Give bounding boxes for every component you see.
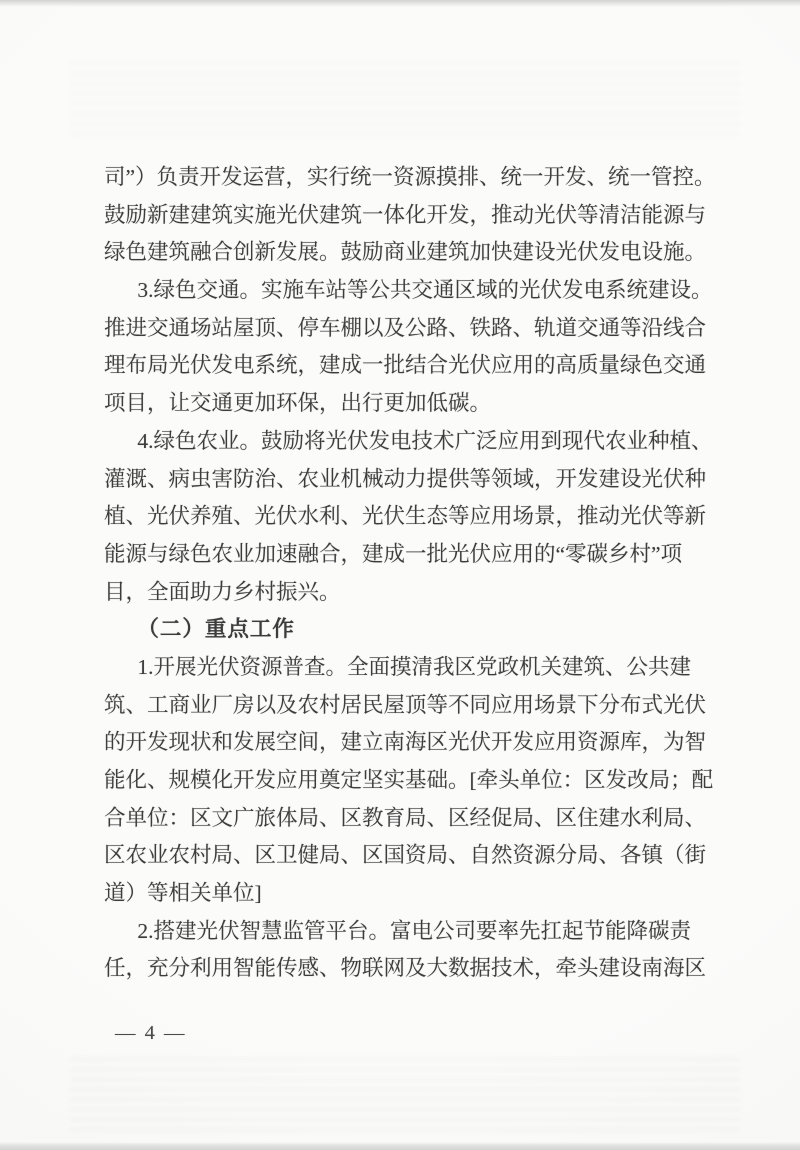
text-line: 2.搭建光伏智慧监管平台。富电公司要率先扛起节能降碳责 (137, 918, 691, 943)
section-heading: （二）重点工作 (137, 617, 295, 642)
text-line: 道）等相关单位] (104, 881, 262, 906)
text-line: 筑、工商业厂房以及农村居民屋顶等不同应用场景下分布式光伏 (104, 692, 707, 717)
text-line: 理布局光伏发电系统，建成一批结合光伏应用的高质量绿色交通 (104, 353, 707, 378)
document-text (104, 159, 716, 988)
bleed-through-texture (70, 62, 740, 142)
text-line: 绿色建筑融合创新发展。鼓励商业建筑加快建设光伏发电设施。 (104, 240, 707, 265)
text-line: 目，全面助力乡村振兴。 (104, 579, 341, 604)
page-top-edge (0, 0, 800, 7)
text-line: 司”）负责开发运营，实行统一资源摸排、统一开发、统一管控。 (104, 165, 716, 189)
text-line: 灌溉、病虫害防治、农业机械动力提供等领域，开发建设光伏种 (104, 466, 707, 491)
text-line: 3.绿色交通。实施车站等公共交通区域的光伏发电系统建设。 (137, 278, 713, 303)
text-line: 鼓励新建建筑实施光伏建筑一体化开发，推动光伏等清洁能源与 (104, 202, 707, 227)
text-line: 区农业农村局、区卫健局、区国资局、自然资源分局、各镇（街 (104, 843, 707, 868)
text-line: 植、光伏养殖、光伏水利、光伏生态等应用场景，推动光伏等新 (104, 504, 707, 529)
text-line: 项目，让交通更加环保，出行更加低碳。 (104, 391, 492, 416)
text-line: 能化、规模化开发应用奠定坚实基础。[牵头单位：区发改局；配 (104, 768, 714, 792)
text-line: 合单位：区文广旅体局、区教育局、区经促局、区住建水利局、 (104, 805, 707, 830)
text-line: 任，充分利用智能传感、物联网及大数据技术，牵头建设南海区 (104, 956, 707, 981)
bleed-through-texture (70, 1058, 740, 1138)
page-number: — 4 — (115, 1022, 187, 1044)
text-line: 1.开展光伏资源普查。全面摸清我区党政机关建筑、公共建 (137, 654, 691, 679)
text-line: 推进交通场站屋顶、停车棚以及公路、铁路、轨道交通等沿线合 (104, 315, 707, 340)
text-line: 4.绿色农业。鼓励将光伏发电技术广泛应用到现代农业种植、 (137, 428, 713, 453)
text-line: 的开发现状和发展空间，建立南海区光伏开发应用资源库，为智 (104, 730, 707, 755)
page-bottom-edge (0, 1142, 800, 1150)
text-line: 能源与绿色农业加速融合，建成一批光伏应用的“零碳乡村”项 (104, 541, 683, 566)
